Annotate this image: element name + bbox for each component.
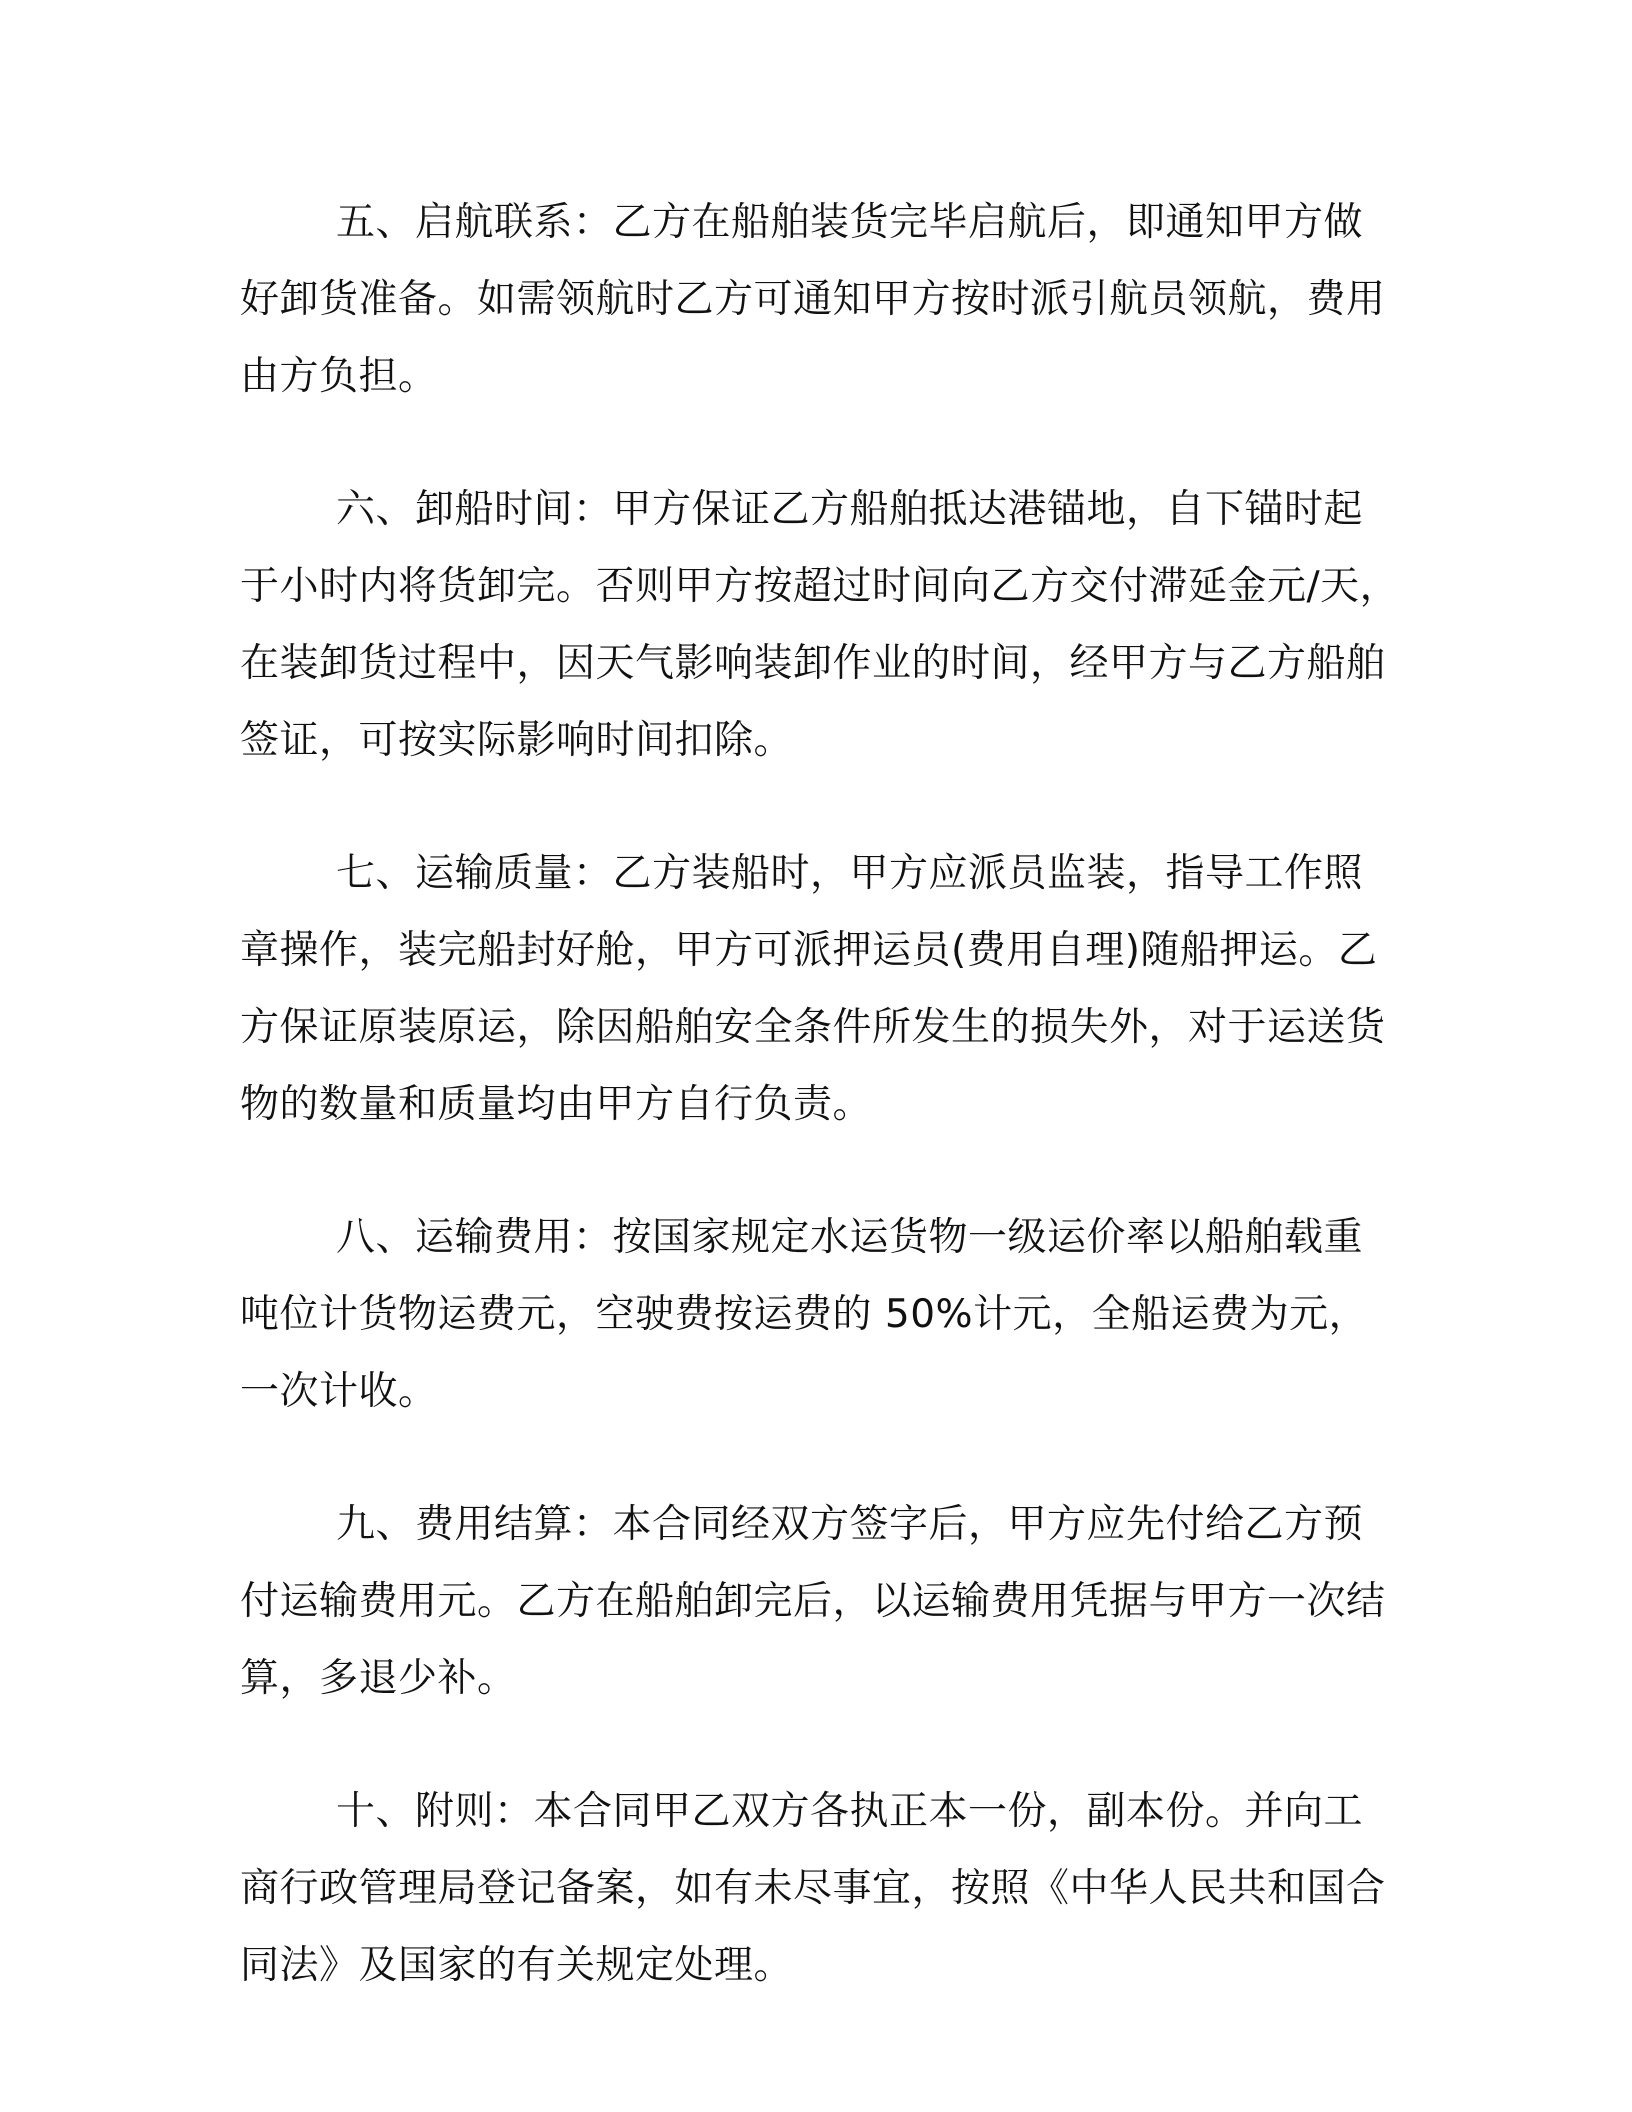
clause-7-transport-quality: 七、运输质量：乙方装船时，甲方应派员监装，指导工作照章操作，装完船封好舱，甲方可派押运员(费用自理)随船押运。乙方保证原装原运，除因船舶安全条件所发生的损失外，对于运送货物的数量和质量均由甲方自行负责。 xyxy=(240,851,1386,1127)
clause-6-unloading-time: 六、卸船时间：甲方保证乙方船舶抵达港锚地，自下锚时起于小时内将货卸完。否则甲方按超过时间向乙方交付滞延金元/天，在装卸货过程中，因天气影响装卸作业的时间，经甲方与乙方船舶签证，可按实际影响时间扣除。 xyxy=(240,487,1400,763)
clause-5-departure-contact: 五、启航联系：乙方在船舶装货完毕启航后，即通知甲方做好卸货准备。如需领航时乙方可通知甲方按时派引航员领航，费用由方负担。 xyxy=(240,200,1386,399)
clause-9-fee-settlement: 九、费用结算：本合同经双方签字后，甲方应先付给乙方预付运输费用元。乙方在船舶卸完后，以运输费用凭据与甲方一次结算，多退少补。 xyxy=(240,1502,1386,1701)
clause-10-supplementary-provisions: 十、附则：本合同甲乙双方各执正本一份，副本份。并向工商行政管理局登记备案，如有未尽事宜，按照《中华人民共和国合同法》及国家的有关规定处理。 xyxy=(240,1789,1386,1988)
clause-8-transport-fees: 八、运输费用：按国家规定水运货物一级运价率以船舶载重吨位计货物运费元，空驶费按运费的 50%计元，全船运费为元，一次计收。 xyxy=(240,1215,1369,1414)
contract-body xyxy=(240,184,1400,2004)
